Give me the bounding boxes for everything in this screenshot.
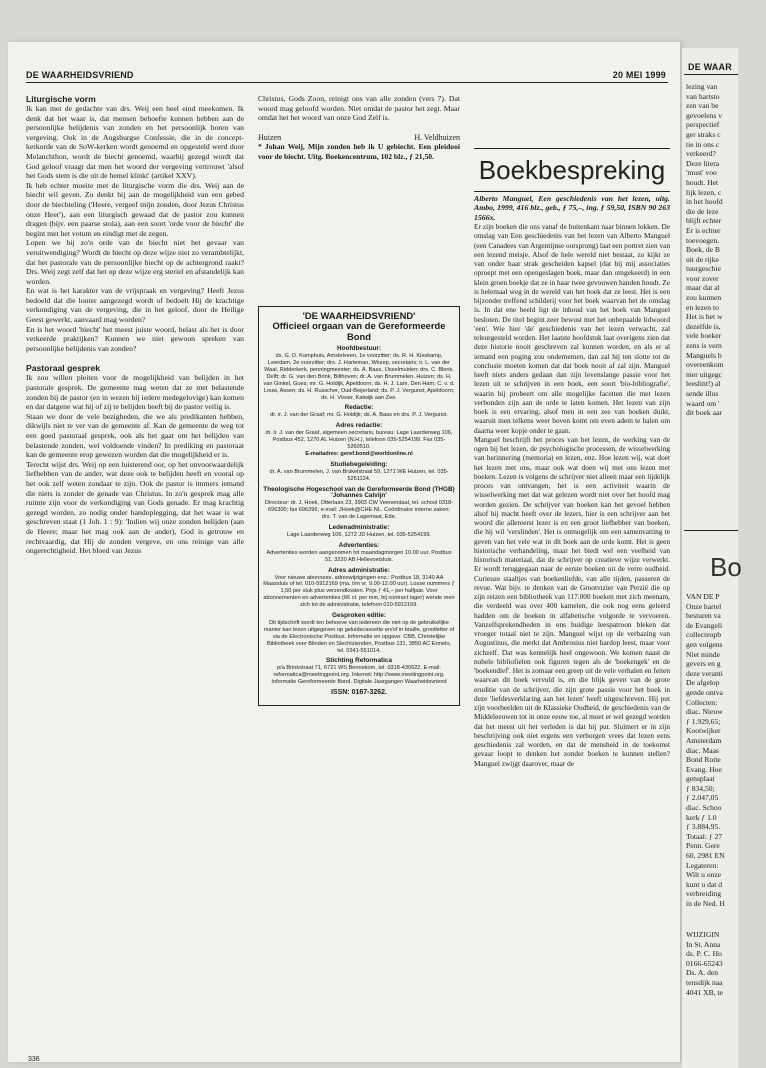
next-page-line: WIJZIGIN bbox=[686, 930, 720, 939]
left-page bbox=[8, 42, 680, 1062]
colophon-text: Advertenties worden aangenomen tot maandagmorgen 10.00 uur, Postbus 51, 3220 AB Hellevoetsluis. bbox=[266, 549, 452, 563]
next-page-line: vele boeker bbox=[686, 331, 722, 341]
colophon-text: dr. ir. J. van der Graaf, algemeen secretaris, bureau: Lage Laarderweg 106, Postbus 452, 1270 AL Huizen (N.H.), telefoon 035-5254199. Fax 035-5260510. bbox=[265, 430, 453, 450]
header-rule bbox=[26, 82, 668, 83]
next-page-edge bbox=[682, 48, 742, 1068]
next-page-line: diac. Maas bbox=[686, 745, 719, 755]
footnote: * Johan Weij, Mijn zonden heb ik U gebiecht. Een pleidooi voor de biecht. Uitg. Boekencentrum, 102 blz., ƒ 21,50. bbox=[258, 142, 460, 161]
colophon-text: p/a Brinkstraat 71, 6721 WS Bennekom, tel. 0318-430622. E-mail: reformatica@meetingpoint.org. Internet: http://www.meetingpoint.org. Informatie Gereformeerde Bond. Digitale Jaargangen Waarheidsvriend bbox=[271, 665, 447, 686]
running-header-date: 20 MEI 1999 bbox=[612, 70, 666, 80]
next-page-line: verbreiding bbox=[686, 889, 722, 899]
next-page-text-top bbox=[686, 82, 766, 418]
next-page-line: Collecten: bbox=[686, 697, 718, 707]
next-page-line: tuurgeschie bbox=[686, 264, 721, 274]
colophon-heading: Stichting Reformatica bbox=[325, 657, 393, 665]
colophon-heading: Ledenadministratie: bbox=[328, 524, 390, 532]
next-page-line: Evang. Hoe bbox=[686, 764, 722, 774]
next-page-line: toevoegen. bbox=[686, 235, 720, 245]
paragraph: En wat is het karakter van de vrijspraak en vergeving? Heeft Jezus bedoeld dat die louter aangezegd wordt of bedoelt Hij de krachtige verkondiging van de vergeving, die in het geloof, door de Heilige Geest gewerkt, aanvaard mag worden? bbox=[26, 286, 244, 325]
signature-place: Huizen bbox=[258, 132, 282, 142]
next-page-line: lijk lezen, c bbox=[686, 187, 722, 197]
next-page-line: 0166-65243 bbox=[686, 958, 723, 968]
next-page-line: Legateren: bbox=[686, 860, 719, 870]
next-page-line: gevoelens v bbox=[686, 110, 723, 120]
next-page-line: diac. Schoo bbox=[686, 803, 722, 813]
next-page-line: zou kunnen bbox=[686, 293, 722, 303]
review-column bbox=[474, 194, 670, 768]
next-page-line: 4041 XB, te bbox=[686, 987, 723, 997]
running-header-title: DE WAARHEIDSVRIEND bbox=[26, 70, 134, 80]
next-page-line: Bond Rotte bbox=[686, 755, 721, 765]
next-page-line: Niet minde bbox=[686, 649, 720, 659]
paragraph: Lopen we bij zo'n orde van de biecht niet het gevaar van veruitwendiging? Wordt de biecht op deze wijze niet zo verambtelijkt, dat het pastorale van de persoonlijke biecht op de achtergrond raakt? Drs. Weij zegt zelf dat het op deze wijze erg steriel en afstandelijk kan worden. bbox=[26, 238, 244, 286]
article-column-2 bbox=[258, 94, 460, 161]
next-page-line: Penn. Gere bbox=[686, 841, 720, 851]
next-page-line: gende ontva bbox=[686, 687, 723, 697]
colophon-heading: Gesproken editie: bbox=[332, 612, 386, 620]
next-page-line: Wilt u onze bbox=[686, 870, 722, 880]
signature bbox=[258, 133, 460, 143]
colophon-title-line-2: Officieel orgaan van de Gereformeerde Bond bbox=[272, 320, 446, 342]
next-page-line: deze veranti bbox=[686, 668, 723, 678]
next-page-line: Manguels b bbox=[686, 350, 722, 360]
next-page-line: collecteopb bbox=[686, 630, 721, 640]
paragraph: Ik heb echter moeite met de liturgische vorm die drs. Weij aan de biecht wil geven. Zo denkt hij aan de mogelijkheid van een gebed door de biechteling ('Heere, vergeef mijn zonden, door Jezus Christus onze Heer'), aan een liturgisch gewaad dat de pastor zou kunnen dragen (bijv. een paarse stola), aan een soort 'orde voor de biecht' die begint met het votum en eindigt met de zegen. bbox=[26, 180, 244, 238]
next-page-line: Amsterdam bbox=[686, 735, 722, 745]
next-page-rule bbox=[684, 530, 738, 531]
next-page-line: diac. Nieuw bbox=[686, 707, 723, 717]
next-page-header-rule bbox=[684, 74, 738, 75]
next-page-line: gensplaat bbox=[686, 774, 715, 784]
next-page-line: gevers en g bbox=[686, 659, 721, 669]
colophon-heading: Adres administratie: bbox=[328, 566, 390, 574]
next-page-line: Er is echter bbox=[686, 225, 721, 235]
next-page-line: tensdijk naa bbox=[686, 977, 723, 987]
next-page-line: 60, 2981 EN bbox=[686, 851, 725, 861]
next-page-line: kerk ƒ 1.0 bbox=[686, 812, 717, 822]
colophon-box bbox=[258, 306, 460, 706]
next-page-line: maar dat al bbox=[686, 283, 720, 293]
next-page-line: gen volgens bbox=[686, 639, 723, 649]
colophon-heading: Redactie: bbox=[344, 404, 374, 412]
next-page-line: Deze litera bbox=[686, 158, 720, 168]
colophon-text: dr. A. van Brummelen, J. van Brakelstraat 59, 1271 WE Huizen, tel. 035-5251124. bbox=[269, 468, 449, 482]
colophon-text: Directeur: dr. J. Hoek, Otterlaan 23, 3903 CW Veenendaal, tel. school 0318-696300; fax 696396; e-mail: JHoek@CHE.NL. Coördinator interne zaken: drs. T. van de Lagemaat, Ede. bbox=[264, 500, 454, 521]
page-number: 336 bbox=[28, 1056, 40, 1063]
next-page-line: houdt. Het bbox=[686, 177, 719, 187]
next-page-line: lezing van bbox=[686, 82, 718, 91]
paragraph: Ik kan met de gedachte van drs. Weij een heel eind meekomen. Ik denk dat het waar is, dat mensen behoefte kunnen hebben aan de persoonlijke belijdenis van zonden en het persoonlijk horen van vergeving. Ook in de Augsburgse Confessie, die in de concept-kerkorde van de SoW-kerken wordt genoemd en opgesteld werd door Melanchthon, wordt de biecht genoemd, waarbij gezegd wordt dat God geloof vraagt dat men het woord der vergeving vertrouwt 'alsof het Gods stem is die uit de hemel klinkt' (artikel XXV). bbox=[26, 104, 244, 181]
section-heading-pastoraal-gesprek: Pastoraal gesprek bbox=[26, 363, 101, 374]
section-heading-liturgische-vorm: Liturgische vorm bbox=[26, 94, 96, 104]
next-page-heading-fragment: Bo bbox=[710, 552, 742, 582]
next-page-line: in de Ned. H bbox=[686, 899, 725, 908]
colophon-text: dr. ir. J. van der Graaf; mr. G. Holdijk; ds. A. Baas en drs. P. J. Vergunst. bbox=[270, 412, 448, 419]
paragraph: Manguel beschrijft het proces van het lezen, de werking van de ogen bij het lezen, de psychologische processen, de wisselwerking van herinnering (memoria) en lezen, enz. Hoe lezen wij, wat doet het lezen met ons, maar ook wat doen wij met ons lezen met boeken. Lezen is volgens de schrijver niet alleen maar een lijdelijk proces van ontvangen, het is een activiteit waarin de wisselwerking met dat wat gelezen wordt niet over het hoofd mag worden gezien. De schrijver van boeken kan het gevoel hebben alsof hij macht heeft over de lezers, hier is een schrijver aan het woord die allereerst lezer is en een groot liefhebber van boeken, die hij wil 'verslinden'. Het is onmogelijk om een samenvatting te geven van het vele wat in dit boek aan de orde komt. Het is geen historische verhandeling, maar het biedt wel een veelheid van historisch materiaal, dat de schrijver op creatieve wijze verwerkt. Er wordt teruggegaan naar de eerste boeken uit de verre oudheid. Curieuze staaltjes van boekenliefde, van alle tijden, passeren de revue. Wat bijv. te denken van de Grootvizier van Perzië die op zijn reizen een bibliotheek van 117.000 boeken met zich meenam, die verdeeld was over 400 kamelen, die ook nog eens geleerd hadden om de boeken in alfabetische volgorde te vervoeren. Vanzelfsprekendheden in ons huidige leespatroon bleken dat vroeger totaal niet te zijn. Manguel wijst op de verbazing van Augustinus, die merkt dat Ambrosius niet hardop leest, maar voor zichzelf. Dat was kennelijk heel ongewoon. We komen naast de nobele bibliofielen ook figuren tegen als de 'boekengek' en de 'boekendief'. Het is zomaar een greep uit de vele verhalen en feiten waarvan dit boek vervuld is, en die blijk geven van de grote eruditie van de schrijver, die zijn grote passie voor het boek in deze 'liefdesverklaring aan het lezen' heeft uitgeschreven. Hij put zijn voorbeelden uit de Klassieke Oudheid, de geschiedenis van de Middeleeuwen tot in onze eeuw toe, al moet er wel gezegd worden dat het meest uit het verleden is dat hij put. Sluimert er in zijn beschrijving ook niet ergens een verborgen vrees dat lezen eens geschiedenis zal worden, en dat de mensheid in de toekomst gevaar loopt te denken het zonder boeken te kunnen stellen? Manguel zwijgt daarover, maar de bbox=[474, 434, 670, 768]
paragraph: Christus, Gods Zoon, reinigt ons van alle zonden (vers 7). Dat woord mag geloofd worden. Niet omdat de pastor het zegt. Maar omdat het het woord van onze God Zelf is. bbox=[258, 94, 460, 123]
paragraph: Ik zou willen pleiten voor de mogelijkheid van belijden in het pastorale gesprek. De gemeente mag weten dat ze met belastende zonden bij de pastor (en in wezen bij iedere medegelovige) kan komen en dat datgene wat hij of zij te belijden heeft bij de pastor veilig is. bbox=[26, 373, 244, 412]
colophon-heading: Advertenties: bbox=[338, 541, 380, 549]
next-page-text-footer bbox=[686, 930, 766, 997]
next-page-line: verkeerd? bbox=[686, 149, 716, 159]
next-page-line: dezelfde is, bbox=[686, 321, 721, 331]
review-title: Boekbespreking bbox=[474, 148, 670, 192]
next-page-line: ƒ 834,50; bbox=[686, 783, 715, 793]
next-page-line: ƒ 1.929,65; bbox=[686, 716, 721, 726]
paragraph: Er zijn boeken die ons vanaf de buitenkant naar binnen lokken. De omslag van Een geschiedenis van het lezen van Alberto Manguel (een Canadees van Argentijnse oorsprong) laat een portret zien van een lezend meisje. Alsof de hele wereld niet bestaat, zo kijkt ze van onder haar strak gescheiden kapsel (dat bij mij associaties oproept met een opengeslagen boek, maar dan omgekeerd) in een klein groen boekje dat ze in haar twee gevouwen handen houdt. Ze is helemaal weg in de wereld van het boek dat ze leest. Het is een bijzonder treffend schilderij voor het boek waarvan het de omslag is. In dat ene beeld ligt de inhoud van het boek van Manguel besloten. De titel begint zeer bewust met het onbepaalde lidwoord 'een'. Wie hier 'de' geschiedenis van het lezen verwacht, zal teleurgesteld worden. Het laatste hoofdstuk laat overigens zien dat deze historie nooit geschreven zal kunnen worden, en als er al iemand een poging zou ondernemen, dan zal hij ten slotte tot de conclusie moeten komen dat dat boek nooit af zal zijn. Manguel heeft niets anders gedaan dan zijn levenslange passie voor het lezen uit te schrijven in een boek, een soort 'bio-bibliografie', waarin hij probeert om alle mogelijke facetten die met lezen verbonden zijn aan de orde te laten komen. Het lezen van zijn boek is een ervaring, alsof men in een zee van boeken duikt, waaruit men telkens weer boven komt om even adem te halen om daarna weer kopje onder te gaan. bbox=[474, 222, 670, 435]
next-page-text-bottom bbox=[686, 592, 766, 909]
next-page-line: zen van be bbox=[686, 101, 719, 111]
next-page-line: dit boek aar bbox=[686, 408, 722, 418]
next-page-line: Het is het w bbox=[686, 312, 723, 322]
signature-author: H. Veldhuizen bbox=[414, 132, 460, 142]
colophon-text: ds. G. D. Kamphuis, Amstelveen, 1e voorzitter; ds. R. H. Kieskamp, Leerdam, 2e voorzitter; drs. J. Harteman, Wezep, secretaris; ir. L. van der Waal, Ridderkerk, penningmeester; ds. A. Baas, IJsselmuiden; drs. C. Blenk, Delft; dr. G. van den Brink, Bilthoven; dr. A. van Brummelen, Huizen; ds. H. van Ginkel, Goes; mr. G. Holdijk, Apeldoorn; ds. H. J. Lam, Den Ham; C. v. d. Louw, Assen; ds. H. Russcher, Oud-Beijerland; ds. P. J. Vergunst, Apeldoorn; ds. H. Visser, Katwijk aan Zee. bbox=[263, 353, 455, 401]
next-page-line: Ds. A. den bbox=[686, 968, 719, 978]
next-page-line: ƒ 3.884,95. bbox=[686, 822, 721, 832]
colophon-title-line-1: 'DE WAARHEIDSVRIEND' bbox=[302, 310, 416, 321]
paragraph: En is het woord 'biecht' het meest juiste woord, belast als het is door verkeerde praktijken? Kunnen we niet gewoon spreken van persoonlijke belijdenis van zonden? bbox=[26, 324, 244, 353]
next-page-line: voor zover bbox=[686, 273, 719, 283]
next-page-line: van hartsto bbox=[686, 91, 720, 101]
colophon-heading: Theologische Hogeschool van de Gereformeerde Bond (THGB) 'Johannes Calvijn' bbox=[263, 485, 455, 500]
colophon-text: Voor nieuwe abonnees, adreswijzigingen enz.: Postbus 18, 3140 AA Maassluis of tel. 010-5912169 (ma. t/m vr. 9.00-12.00 uur). Losse nummers ƒ 1,50 per stuk plus verzendkosten. Prijs ƒ 41,– per halfjaar. Voor abonnementen en advertenties (66 ct. per mm, bij contract lager) wende men zich tot de administratie, telefoon 010-5912169. bbox=[263, 574, 455, 609]
next-page-line: uit de rijke bbox=[686, 254, 719, 264]
next-page-line: die de leze bbox=[686, 206, 719, 216]
colophon-email: E-mailadres: geref.bond@worldonline.nl bbox=[305, 450, 413, 457]
next-page-line: sende illus bbox=[686, 389, 719, 398]
paragraph: Staan we door de vele bezigheden, die we als predikanten hebben, dikwijls niet te ver van de gemeente af. Kan de gemeente de weg tot een goed pastoraal gesprek, ook als het gaat om het belijden van belastende zonden, wel voldoende vinden? In prediking en pastoraat kan de gemeente erop gewezen worden dat die mogelijkheid er is. bbox=[26, 411, 244, 460]
next-page-line: De afgelop bbox=[686, 678, 720, 688]
next-page-line: kunt u dat d bbox=[686, 879, 723, 889]
next-page-line: besturen va bbox=[686, 611, 721, 621]
next-page-line: de Evangeli bbox=[686, 620, 723, 630]
colophon-text: Lage Laarderweg 106, 1272 JD Huizen, tel. 035-5254199. bbox=[287, 531, 431, 538]
colophon-title bbox=[263, 311, 455, 342]
colophon-issn: ISSN: 0167-3262. bbox=[330, 689, 388, 697]
next-page-line: ƒ 2.047,05 bbox=[686, 793, 719, 803]
next-page-line: in het hoofd bbox=[686, 197, 723, 207]
next-page-line: blijft echter bbox=[686, 216, 722, 226]
next-page-line: ds. P. C. Ho bbox=[686, 949, 722, 959]
next-page-line: overeenkom bbox=[686, 360, 724, 370]
next-page-line: perspectief bbox=[686, 120, 720, 130]
next-page-line: VAN DE P bbox=[686, 592, 720, 601]
next-page-line: Onze hartel bbox=[686, 601, 722, 611]
next-page-line: 'must' voo bbox=[686, 168, 717, 178]
next-page-line: zens is vern bbox=[686, 341, 722, 351]
colophon-heading: Adres redactie: bbox=[335, 422, 383, 430]
next-page-line: tie in ons c bbox=[686, 139, 720, 149]
next-page-line: In St. Anna bbox=[686, 939, 721, 949]
colophon-heading: Hoofdbestuur: bbox=[336, 345, 382, 353]
article-column-1 bbox=[26, 94, 244, 556]
next-page-line: Boek, de B bbox=[686, 245, 720, 255]
next-page-header: DE WAAR bbox=[688, 62, 732, 72]
next-page-line: en lezen to bbox=[686, 302, 719, 312]
paragraph: Terecht wijst drs. Weij op een luisterend oor, op het onvoorwaardelijk liefhebben van de ander, wat deze ook te belijden heeft en vooral op het ook zelf weten zondaar te zijn. Ook de pastor is immers iemand die niets is zonder de genade van Christus. In zo'n gesprek mag alle ruimte zijn voor de verkondiging van Gods genade. Er mag krachtig gezegd worden, zo nodig onder handoplegging, dat het waar is wat geschreven staat (1 Joh. 1 : 9): 'Indien wij onze zonden belijden (aan de Heere; maar het mag ook aan de ander), God is getrouw en rechtvaardig, dat Hij de zonden vergeve, en ons reinige van alle ongerechtigheid. Het bloed van Jezus bbox=[26, 459, 244, 556]
book-metadata: Alberto Manguel, Een geschiedenis van het lezen, uitg. Ambo, 1999, 416 blz., geb., ƒ 75,–, ing. ƒ 59,50, ISBN 90 263 1566x. bbox=[474, 194, 670, 222]
next-page-line: nier uitgegc bbox=[686, 369, 723, 379]
next-page-line: Kootwijker bbox=[686, 726, 721, 736]
colophon-heading: Studiebegeleiding: bbox=[330, 460, 388, 468]
next-page-line: Totaal: ƒ 27 bbox=[686, 831, 723, 841]
next-page-line: leeslint!) al bbox=[686, 379, 721, 389]
next-page-line: waard om ' bbox=[686, 398, 720, 408]
next-page-line: ger straks c bbox=[686, 129, 721, 139]
colophon-text: Dit tijdschrift wordt ten behoeve van iedereen die niet op de gebruikelijke manier kan lezen uitgegeven op geluidscassette en/of in braille, grootletter of via de Electronische Postbus. Informatie en opgave: CBB, Christelijke Bibliotheek voor Blinden en Slechtzienden, Postbus 131, 3850 AC Ermelo, tel. 0341-551014. bbox=[263, 619, 455, 654]
